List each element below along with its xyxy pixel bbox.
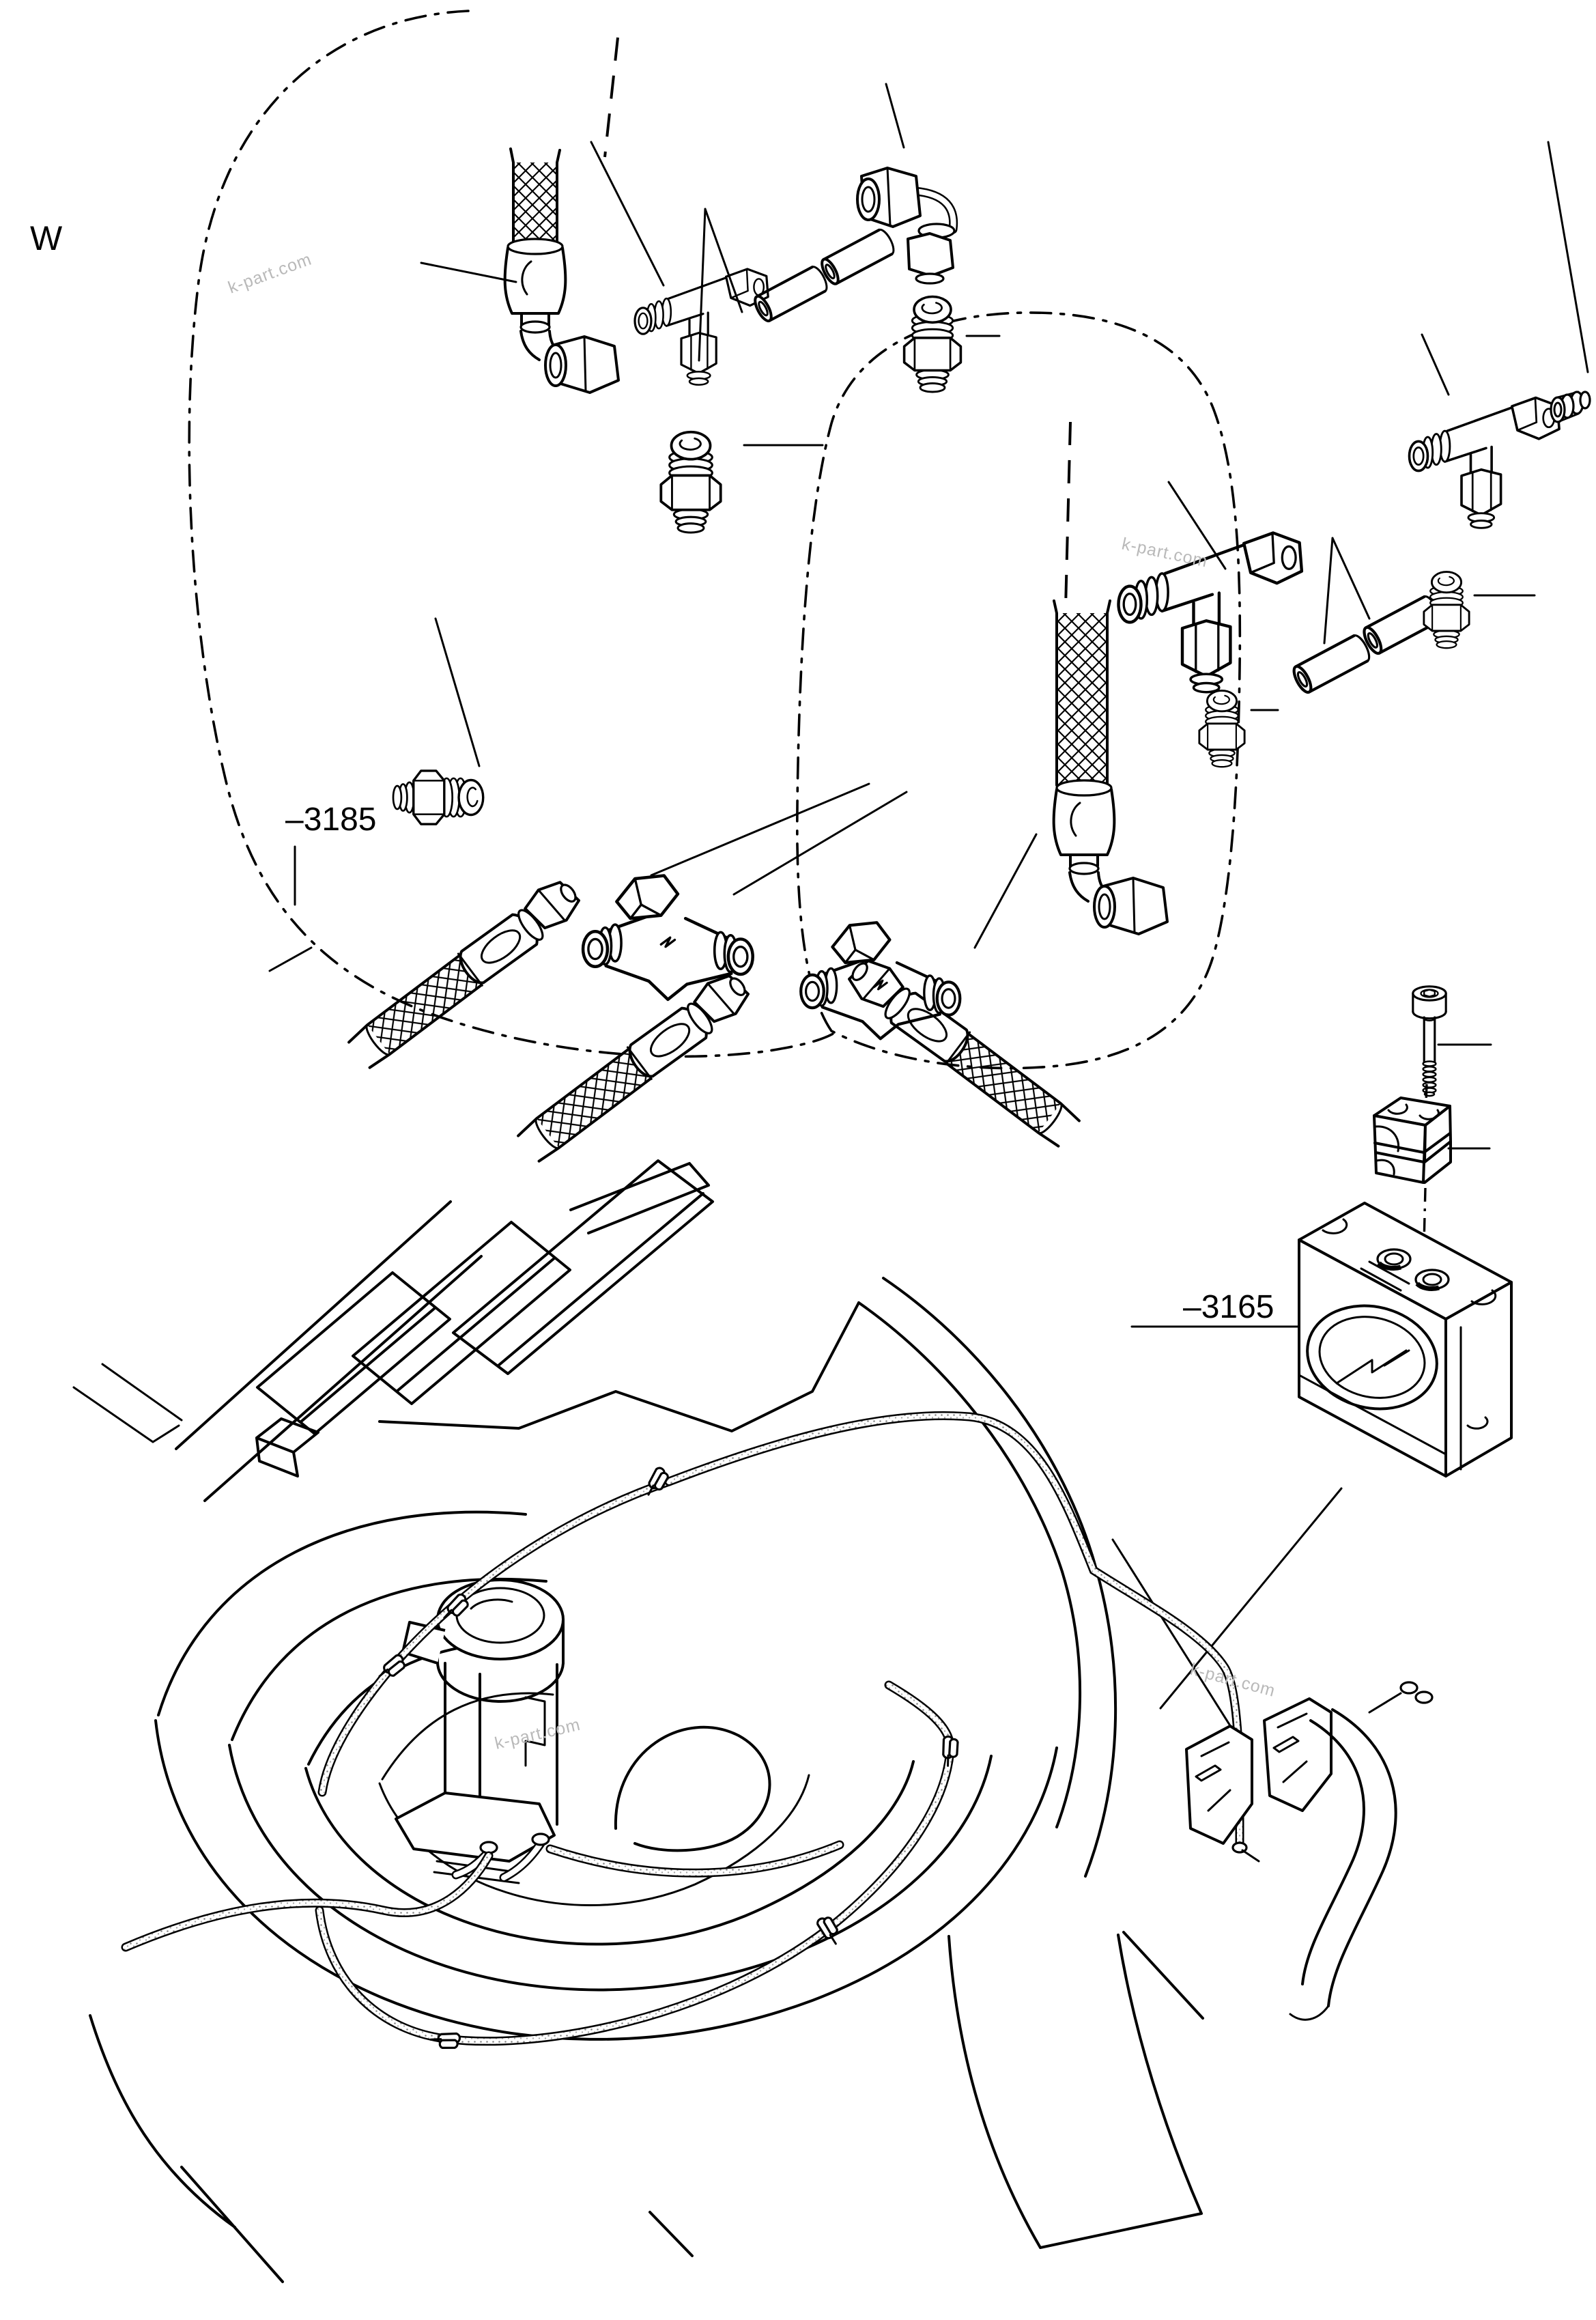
plug-fitting-icon: [1551, 392, 1590, 422]
hose-continuation-dash: [605, 38, 618, 157]
grease-nipple-icon: [661, 432, 720, 533]
braided-hose-icon: [513, 162, 557, 244]
fitting-group-3185: [344, 771, 1083, 1163]
grease-nipple-icon: [904, 297, 961, 393]
clamp-assembly-3165: [1113, 987, 1511, 1740]
grease-nipple-icon: [1424, 572, 1469, 649]
callout-3165-label: –3165: [1183, 1289, 1274, 1325]
hose-end-nut-icon: [513, 967, 755, 1163]
deck-edges: [74, 1202, 1115, 1876]
fitting-group-upper-left: [505, 38, 961, 533]
center-swivel-joint: [396, 1580, 770, 1883]
watermark-text: k-part.com: [1120, 534, 1210, 571]
leader-hose-3c: [975, 834, 1036, 948]
view-label: W: [30, 219, 63, 257]
tube-arrow: [1324, 538, 1369, 643]
watermark-text: k-part.com: [1188, 1659, 1278, 1701]
leader-tee-2b: [1422, 335, 1449, 395]
watermark-text: k-part.com: [493, 1714, 583, 1753]
grease-nipple-icon: [393, 771, 483, 824]
braided-hose-icon: [1057, 613, 1107, 785]
watermark-text: k-part.com: [225, 249, 315, 298]
grease-distributor-block-icon: [1296, 1203, 1511, 1476]
grease-lines: [126, 1415, 1240, 2051]
leader-tee-3b: [734, 792, 907, 894]
leader-hose-ferrule: [421, 263, 516, 282]
fitting-group-right: [1054, 392, 1590, 934]
connector-tubes-icon: [752, 227, 898, 323]
leader-elbow-1: [886, 84, 904, 147]
leader-tee-1: [591, 142, 664, 285]
connector-tubes-icon: [1290, 594, 1444, 694]
socket-head-bolt-icon: [1413, 987, 1446, 1096]
leader-plug-2: [1548, 142, 1588, 372]
hose-elbow-nut-icon: [505, 239, 618, 393]
watermarks: [225, 250, 1277, 1753]
hose-end-nut-icon: [842, 952, 1084, 1148]
swing-bearing-rings: [156, 1512, 1057, 2039]
callout-3185-label: –3185: [285, 802, 377, 838]
leader-tee-3a: [651, 784, 869, 875]
group-boundary-lines: [189, 11, 1240, 1069]
grease-point-bracket: [1186, 1682, 1432, 2020]
leader-3185: [270, 847, 311, 971]
hose-end-nut-icon: [344, 873, 586, 1070]
hose-continuation-dash: [1066, 422, 1070, 608]
pipe-clamp-icon: [1374, 1098, 1451, 1183]
tee-fitting-icon: [1410, 398, 1560, 528]
lower-frame-lines: [90, 1932, 1203, 2282]
leader-nipple-3a: [436, 619, 479, 766]
hose-elbow-nut-icon: [1054, 780, 1167, 934]
